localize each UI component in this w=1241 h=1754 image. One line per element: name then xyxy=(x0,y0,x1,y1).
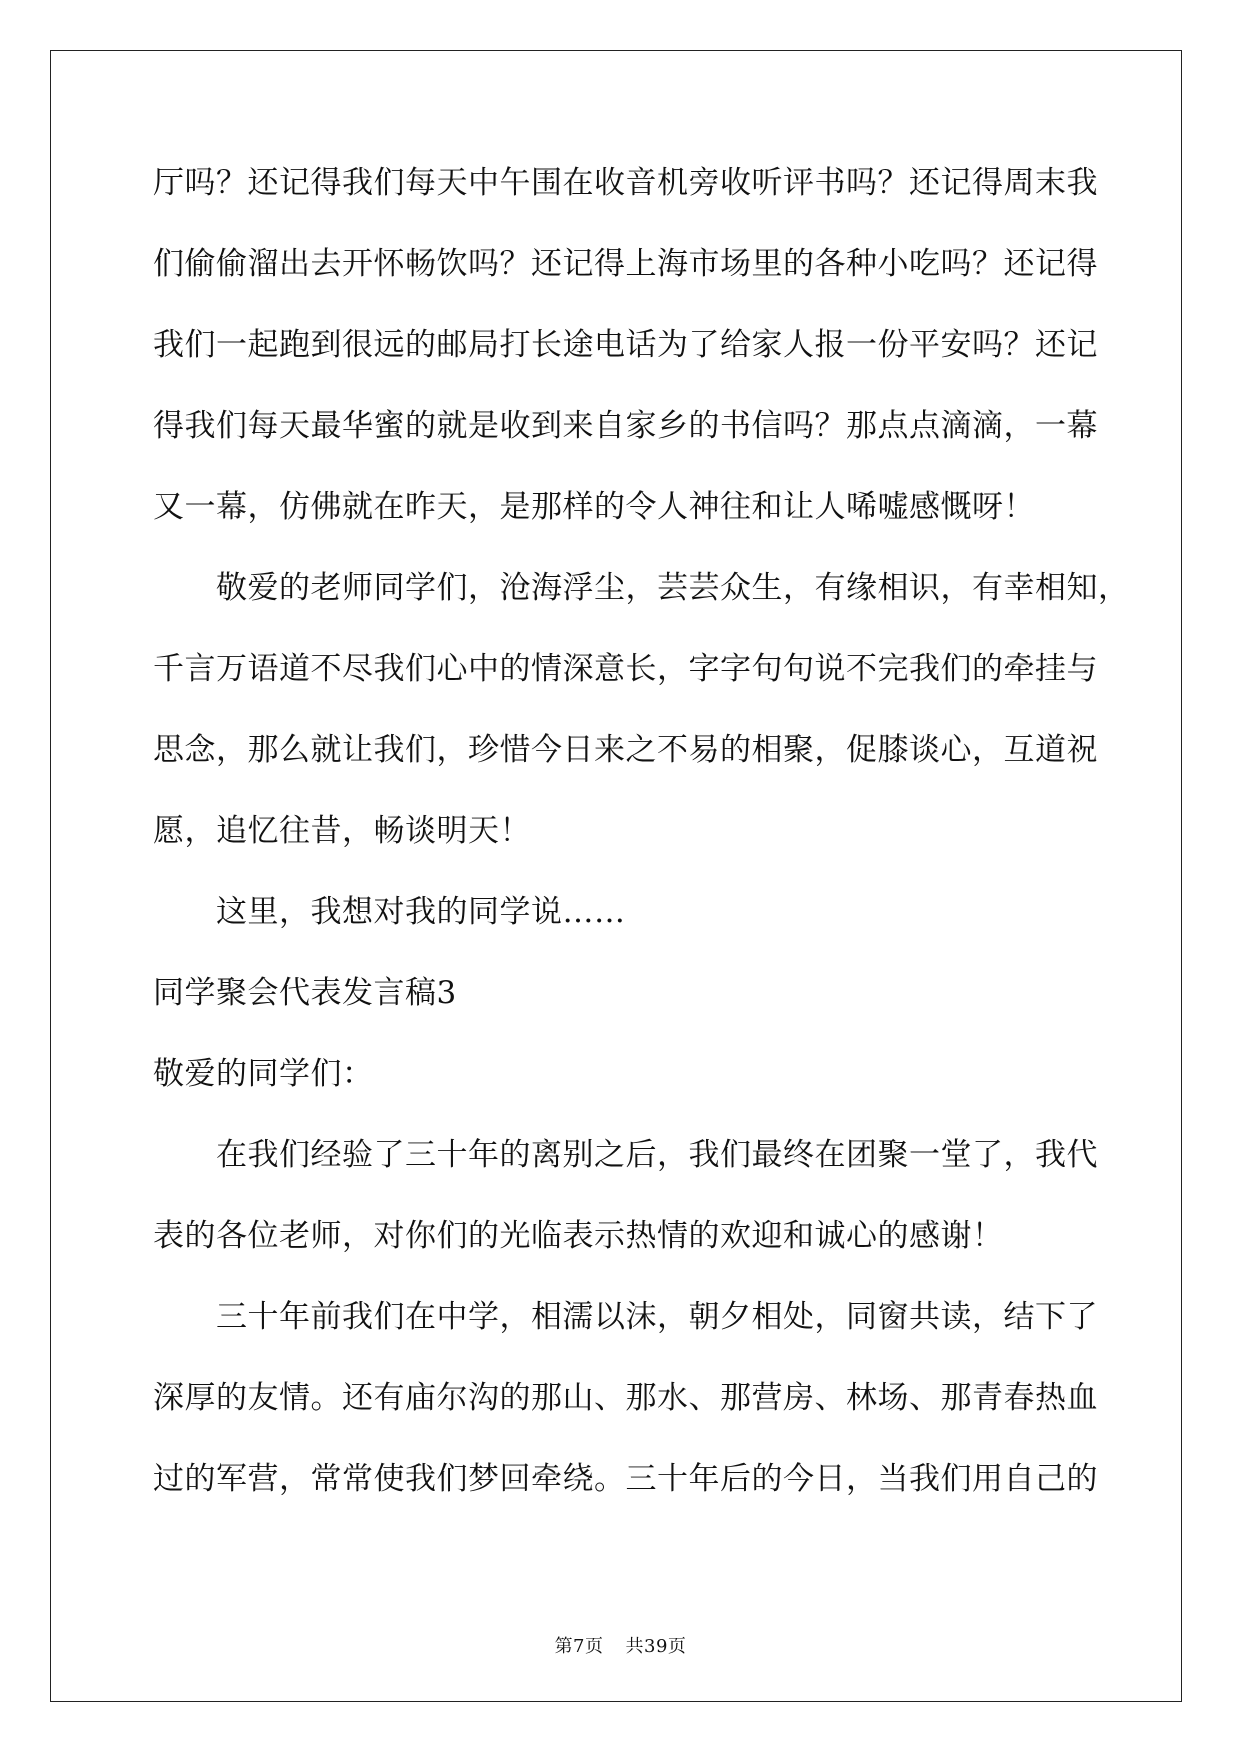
text-line-4: 得我们每天最华蜜的就是收到来自家乡的书信吗？那点点滴滴，一幕 xyxy=(153,408,1098,444)
text-line-2: 们偷偷溜出去开怀畅饮吗？还记得上海市场里的各种小吃吗？还记得 xyxy=(153,246,1098,282)
text-line-3: 我们一起跑到很远的邮局打长途电话为了给家人报一份平安吗？还记 xyxy=(153,327,1098,363)
text-line-15: 三十年前我们在中学，相濡以沫，朝夕相处，同窗共读，结下了 xyxy=(216,1299,1098,1335)
text-line-16: 深厚的友情。还有庙尔沟的那山、那水、那营房、林场、那青春热血 xyxy=(153,1380,1098,1416)
text-line-9: 愿，追忆往昔，畅谈明天！ xyxy=(153,813,531,849)
page-number-current: 第7页 xyxy=(554,1636,604,1657)
text-line-10: 这里，我想对我的同学说…… xyxy=(216,894,626,930)
page-number-total: 共39页 xyxy=(625,1636,687,1657)
text-line-7: 千言万语道不尽我们心中的情深意长，字字句句说不完我们的牵挂与 xyxy=(153,651,1098,687)
text-line-17: 过的军营，常常使我们梦回牵绕。三十年后的今日，当我们用自己的 xyxy=(153,1461,1098,1497)
salutation: 敬爱的同学们： xyxy=(153,1056,374,1092)
text-line-14: 表的各位老师，对你们的光临表示热情的欢迎和诚心的感谢！ xyxy=(153,1218,1004,1254)
section-heading: 同学聚会代表发言稿3 xyxy=(153,975,457,1011)
page-footer xyxy=(0,1636,1241,1658)
text-line-6: 敬爱的老师同学们，沧海浮尘，芸芸众生，有缘相识，有幸相知， xyxy=(216,570,1130,606)
text-line-8: 思念，那么就让我们，珍惜今日来之不易的相聚，促膝谈心，互道祝 xyxy=(153,732,1098,768)
document-body xyxy=(153,163,1130,1540)
text-line-13: 在我们经验了三十年的离别之后，我们最终在团聚一堂了，我代 xyxy=(216,1137,1098,1173)
text-line-5: 又一幕，仿佛就在昨天，是那样的令人神往和让人唏嘘感慨呀！ xyxy=(153,489,1035,525)
text-line-1: 厅吗？还记得我们每天中午围在收音机旁收听评书吗？还记得周末我 xyxy=(153,165,1098,201)
